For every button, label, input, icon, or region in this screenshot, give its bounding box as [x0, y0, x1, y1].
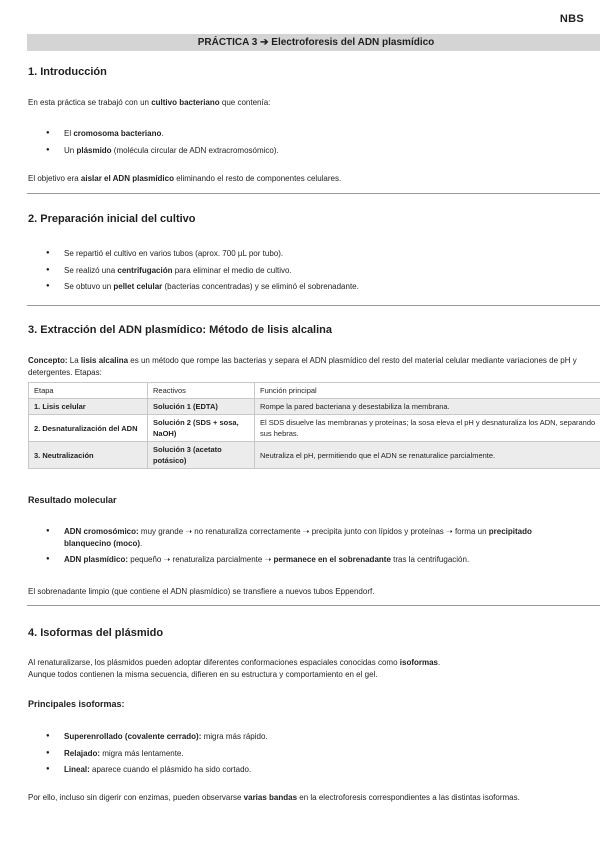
lysis-stages-table [28, 382, 600, 469]
list-item: ● Se obtuvo un pellet celular (bacterias concentradas) y se eliminó el sobrenadante. [28, 281, 570, 293]
list-item: ● Se repartió el cultivo en varios tubos (aprox. 700 µL por tubo). [28, 248, 570, 260]
table-header-cell: Etapa [29, 383, 148, 399]
table-cell: 3. Neutralización [29, 442, 148, 469]
result-list [28, 526, 570, 571]
result-subtitle: Resultado molecular [28, 495, 117, 505]
intro-paragraph: En esta práctica se trabajó con un cultivo bacteriano que contenía: [28, 98, 271, 107]
list-item: ● ADN cromosómico: muy grande ➝ no renaturaliza correctamente ➝ precipita junto con lípidos y proteínas ➝ forma un precipitado blanquecino (moco). [28, 526, 570, 549]
table-cell: 1. Lisis celular [29, 399, 148, 415]
table-header-cell: Función principal [255, 383, 600, 399]
list-item: ● Relajado: migra más lentamente. [28, 748, 570, 760]
closing-paragraph: Por ello, incluso sin digerir con enzimas, pueden observarse varias bandas en la electroforesis correspondientes a las distintas isoformas. [28, 793, 520, 802]
table-cell: Solución 2 (SDS + sosa, NaOH) [148, 415, 255, 442]
section-divider [27, 193, 600, 194]
list-item: ● Superenrollado (covalente cerrado): migra más rápido. [28, 731, 570, 743]
goal-paragraph: El objetivo era aislar el ADN plasmídico eliminando el resto de componentes celulares. [28, 174, 342, 183]
table-row [29, 415, 600, 442]
section-divider [27, 605, 600, 606]
table-cell: Solución 1 (EDTA) [148, 399, 255, 415]
section-4-title: 4. Isoformas del plásmido [28, 627, 164, 639]
preparation-list [28, 248, 570, 298]
section-2-title: 2. Preparación inicial del cultivo [28, 213, 196, 225]
table-row [29, 399, 600, 415]
list-item: ● ADN plasmídico: pequeño ➝ renaturaliza parcialmente ➝ permanece en el sobrenadante tras la centrifugación. [28, 554, 570, 566]
table-cell: Neutraliza el pH, permitiendo que el ADN se renaturalice parcialmente. [255, 442, 600, 469]
section-divider [27, 305, 600, 306]
after-paragraph: El sobrenadante limpio (que contiene el ADN plasmídico) se transfiere a nuevos tubos Eppendorf. [28, 587, 375, 596]
intro-list [28, 128, 570, 161]
list-item: ● Un plásmido (molécula circular de ADN extracromosómico). [28, 145, 570, 157]
list-item: ● Lineal: aparece cuando el plásmido ha sido cortado. [28, 764, 570, 776]
header-initials: NBS [559, 13, 584, 25]
table-row [29, 442, 600, 469]
table-header-row [29, 383, 600, 399]
list-item: ● El cromosoma bacteriano. [28, 128, 570, 140]
section-1-title: 1. Introducción [28, 66, 107, 78]
table-cell: El SDS disuelve las membranas y proteínas; la sosa eleva el pH y desnaturaliza los ADN, separando sus hebras. [255, 415, 600, 442]
isoform-list [28, 731, 570, 781]
table-cell: Solución 3 (acetato potásico) [148, 442, 255, 469]
isoform-subtitle: Principales isoformas: [28, 699, 125, 709]
isoform-paragraph: Al renaturalizarse, los plásmidos pueden adoptar diferentes conformaciones espaciales conocidas como isoformas. Aunque todos contienen la misma secuencia, difieren en su estructura y comportamiento en el gel. [28, 658, 441, 679]
concept-paragraph: Concepto: La lisis alcalina es un método que rompe las bacterias y separa el ADN plasmídico del resto del material celular mediante variaciones de pH y detergentes. Etapas: [28, 356, 577, 377]
table-cell: 2. Desnaturalización del ADN [29, 415, 148, 442]
table-header-cell: Reactivos [148, 383, 255, 399]
document-title: PRÁCTICA 3 ➔ Electroforesis del ADN plasmídico [27, 34, 600, 51]
section-3-title: 3. Extracción del ADN plasmídico: Método de lisis alcalina [28, 324, 333, 336]
list-item: ● Se realizó una centrifugación para eliminar el medio de cultivo. [28, 265, 570, 277]
table-cell: Rompe la pared bacteriana y desestabiliza la membrana. [255, 399, 600, 415]
